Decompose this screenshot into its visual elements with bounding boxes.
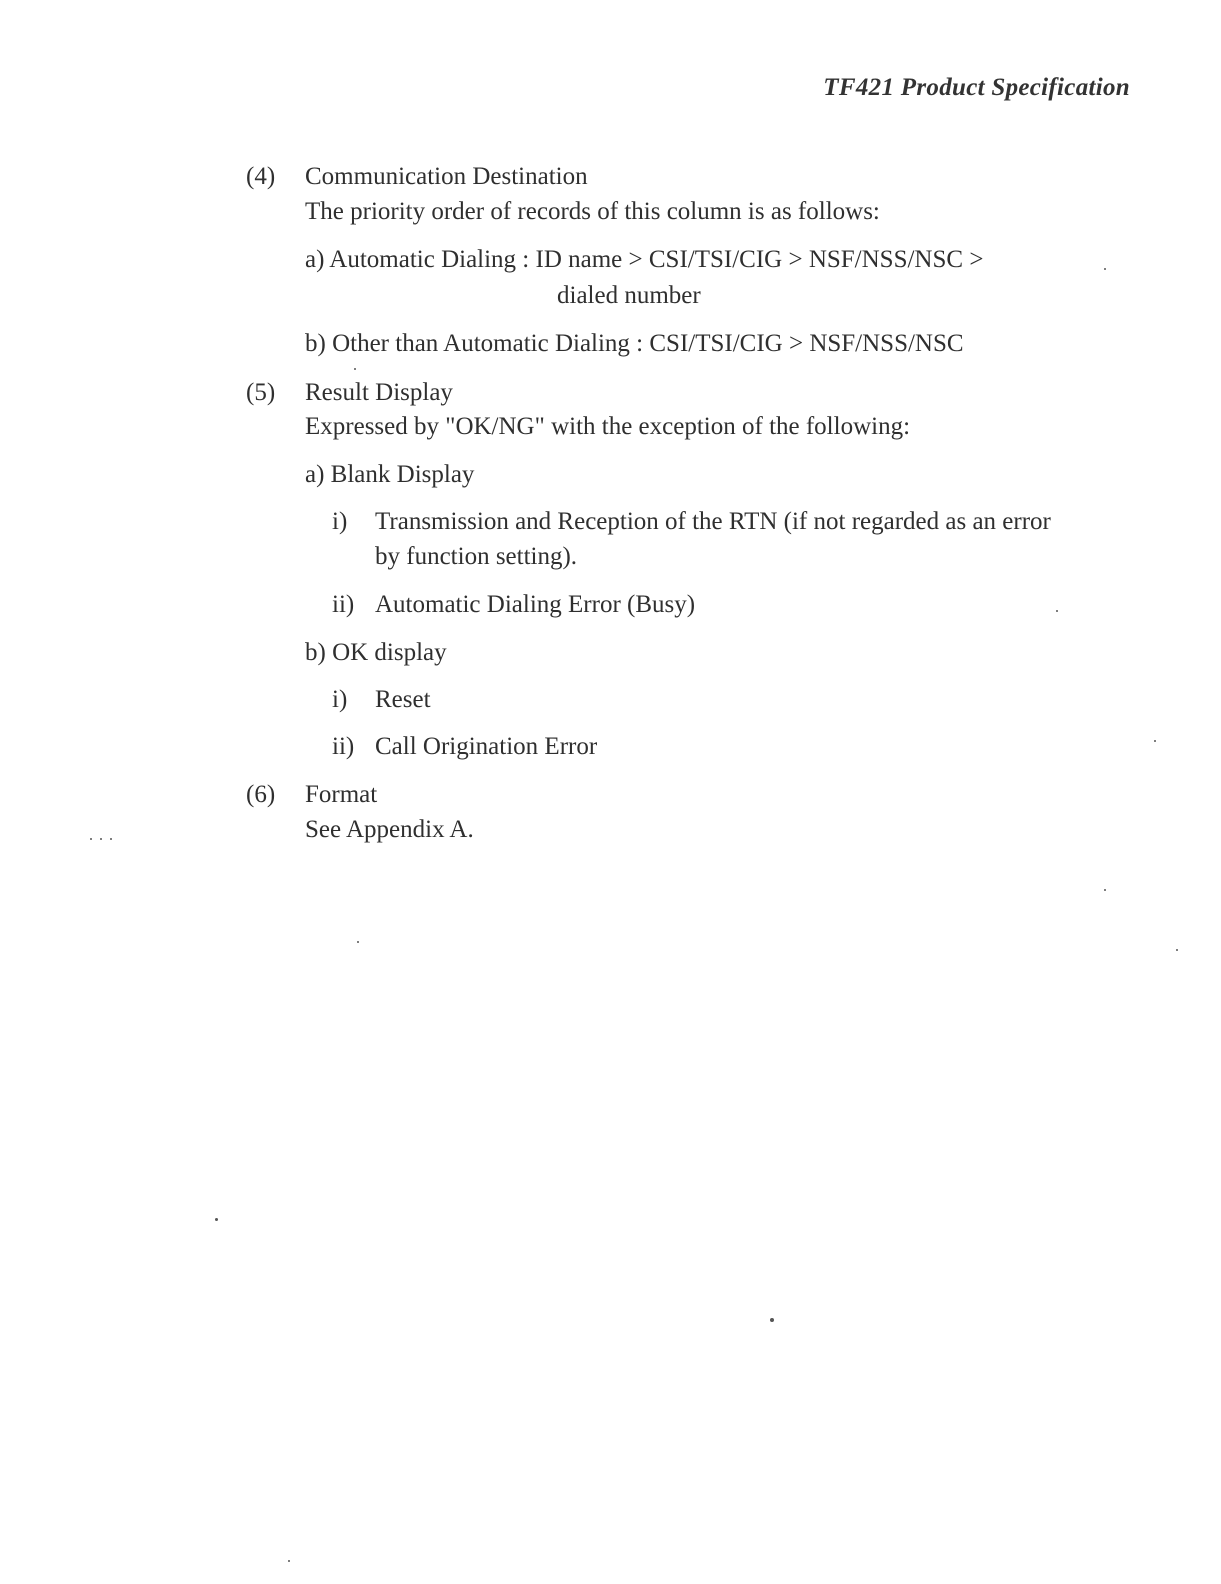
section-5-item-b-i: Reset [375,686,431,713]
scan-speck [1154,740,1156,742]
scan-speck [354,368,356,370]
section-5-item-b-ii: Call Origination Error [375,733,598,760]
section-5-item-a-ii-number: ii) [332,591,355,618]
section-5-number: (5) [246,379,276,406]
scan-speck [100,838,102,840]
section-6-text: See Appendix A. [305,816,474,843]
scan-speck [1104,889,1106,891]
section-4-intro: The priority order of records of this column is as follows: [305,198,880,225]
scan-speck [90,838,92,840]
section-4-number: (4) [246,163,276,190]
section-5-item-a-i: Transmission and Reception of the RTN (if not regarded as an error [375,508,1051,535]
section-5-item-a: a) Blank Display [305,461,475,488]
section-5-item-a-i-number: i) [332,508,348,535]
section-5-item-b-i-number: i) [332,686,348,713]
scan-speck [215,1218,218,1221]
section-4-item-a: a) Automatic Dialing : ID name > CSI/TSI/CIG > NSF/NSS/NSC > [305,246,984,273]
section-5-item-b-ii-number: ii) [332,733,355,760]
scan-speck [1176,949,1178,951]
section-5-intro: Expressed by "OK/NG" with the exception of the following: [305,413,911,440]
section-6-number: (6) [246,781,276,808]
section-5-item-b: b) OK display [305,639,447,666]
scan-speck [1104,268,1106,270]
section-4-title: Communication Destination [305,163,588,190]
section-5-item-a-i-continuation: by function setting). [375,543,578,570]
section-5-title: Result Display [305,379,453,406]
scan-speck [110,838,112,840]
section-4-item-b: b) Other than Automatic Dialing : CSI/TSI/CIG > NSF/NSS/NSC [305,330,964,357]
scan-speck [357,941,359,943]
scan-speck [770,1318,774,1322]
page-header-title: TF421 Product Specification [823,74,1130,101]
section-6-title: Format [305,781,378,808]
section-5-item-a-ii: Automatic Dialing Error (Busy) [375,591,696,618]
section-4-item-a-continuation: dialed number [557,282,701,309]
scan-speck [288,1560,290,1562]
scan-speck [1056,610,1058,612]
